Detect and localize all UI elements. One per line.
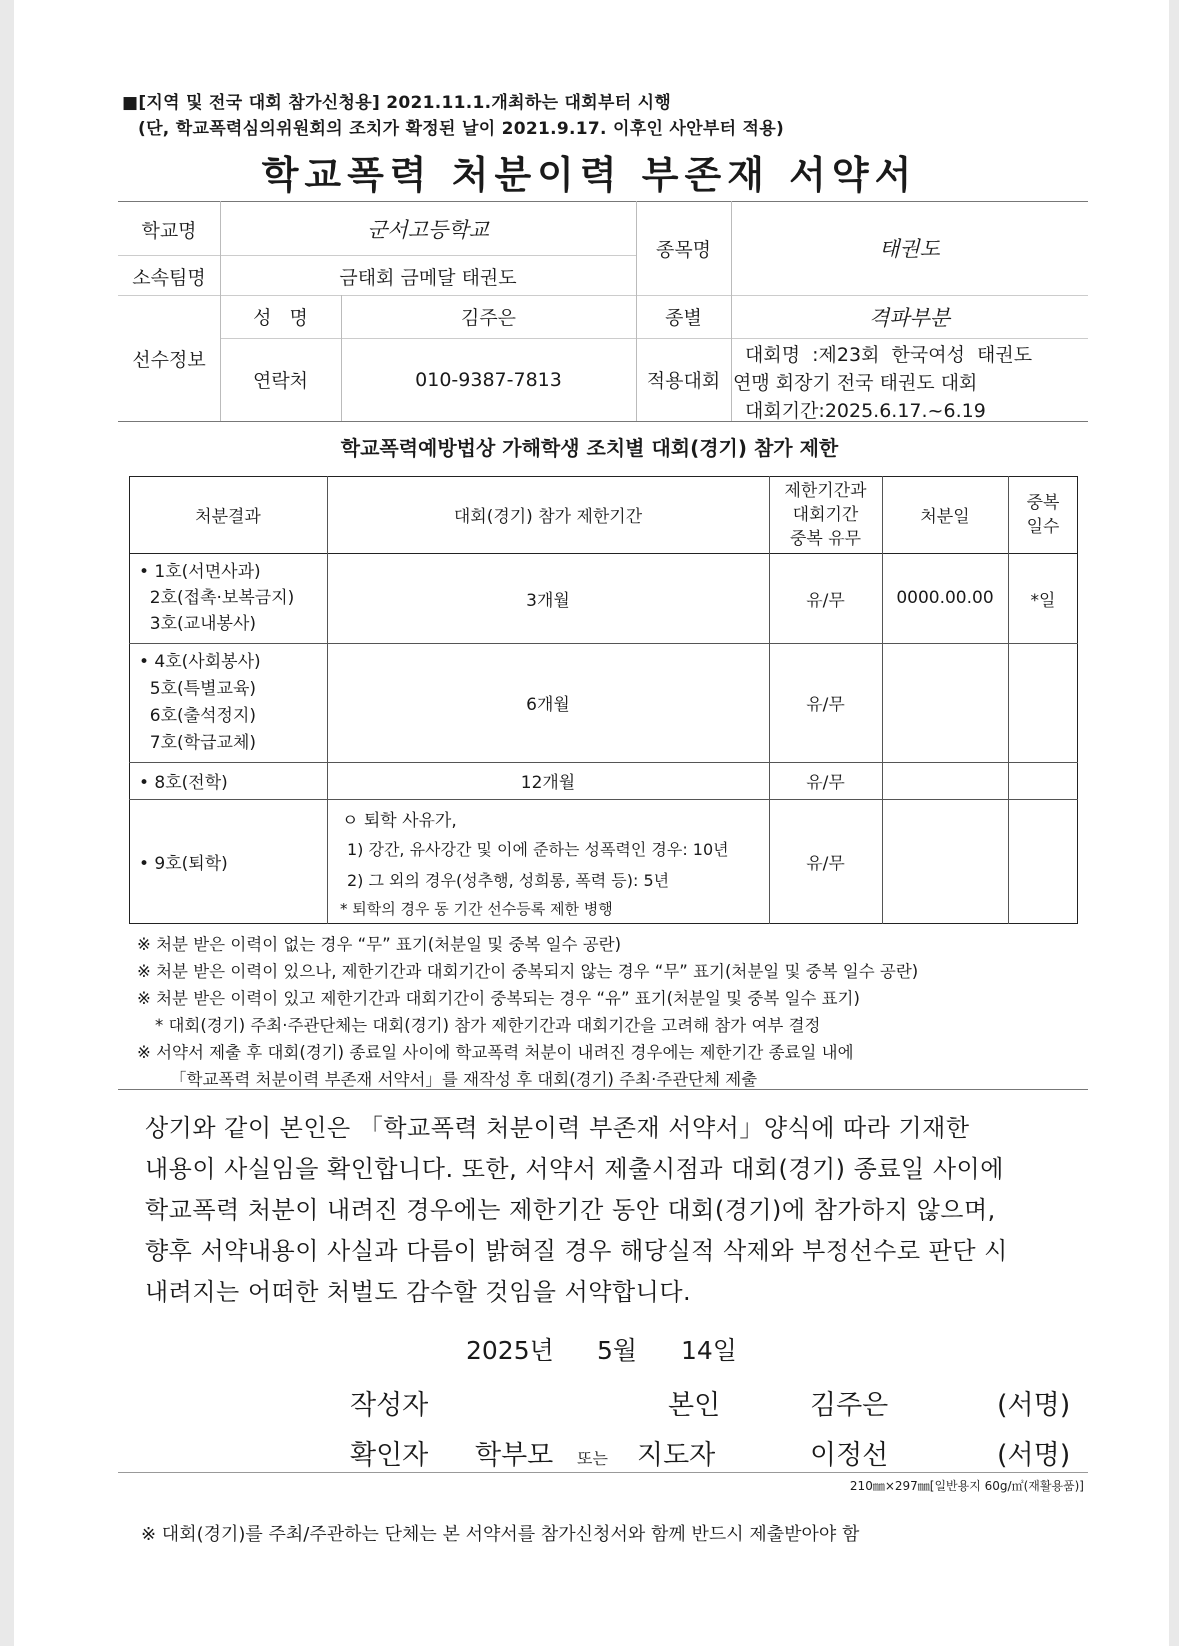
th-overlap-line: 중복 유무 <box>789 528 862 549</box>
confirmer-or: 또는 <box>577 1449 608 1468</box>
th-period: 대회(경기) 참가 제한기간 <box>453 507 643 527</box>
confirmer-signature: (서명) <box>997 1440 1071 1471</box>
statement-line-4: 향후 서약내용이 사실과 다름이 밝혀질 경우 해당실적 삭제와 부정선수로 판단 시 <box>145 1237 1008 1265</box>
row-result-line: 3호(교내봉사) <box>139 614 256 634</box>
player-info-label: 선수정보 <box>132 348 206 371</box>
note-6: 「학교폭력 처분이력 부존재 서약서」를 재작성 후 대회(경기) 주최·주관단체 제출 <box>170 1070 758 1089</box>
sport-label: 종목명 <box>655 238 712 261</box>
header-line-1: ■[지역 및 전국 대회 참가신청용] 2021.11.1.개최하는 대회부터 시행 <box>122 93 672 113</box>
row4-result: • 9호(퇴학) <box>139 854 228 874</box>
row-result-line: • 1호(서면사과) <box>139 562 261 582</box>
row3-result: • 8호(전학) <box>139 773 228 793</box>
writer-signature: (서명) <box>997 1390 1071 1421</box>
row4-period-line: 1) 강간, 유사강간 및 이에 준하는 성폭력인 경우: 10년 <box>347 840 729 859</box>
row-result-line: • 4호(사회봉사) <box>139 651 261 672</box>
statement-line-2: 내용이 사실임을 확인합니다. 또한, 서약서 제출시점과 대회(경기) 종료일 사이에 <box>145 1155 1004 1183</box>
document-title: 학교폭력 처분이력 부존재 서약서 <box>261 153 918 197</box>
name-value: 김주은 <box>460 307 517 329</box>
row3-period: 12개월 <box>520 773 576 793</box>
note-2: ※ 처분 받은 이력이 있으나, 제한기간과 대회기간이 중복되지 않는 경우 “무” 표기(처분일 및 중복 일수 공란) <box>137 962 919 981</box>
th-days <box>1008 476 1078 553</box>
writer-name: 김주은 <box>810 1390 889 1421</box>
writer-role: 본인 <box>668 1390 721 1421</box>
row1-date: 0000.00.00 <box>896 588 994 608</box>
row4-overlap: 유/무 <box>806 854 845 874</box>
row-result-line: 6호(출석정지) <box>139 705 256 726</box>
row1-days: *일 <box>1030 590 1056 611</box>
sport-value: 태권도 <box>879 237 940 261</box>
row4-period-line: 2) 그 외의 경우(성추행, 성희롱, 폭력 등): 5년 <box>347 871 670 890</box>
th-overlap-line: 대회기간 <box>792 504 859 525</box>
signature-bottom-rule <box>118 1472 1088 1473</box>
date-month: 5월 <box>597 1336 638 1365</box>
row3-overlap: 유/무 <box>806 773 845 793</box>
event-period: 대회기간:2025.6.17.~6.19 <box>745 400 986 422</box>
th-days-line: 일수 <box>1026 516 1060 537</box>
row-result-line: 5호(특별교육) <box>139 678 256 699</box>
team-label: 소속팀명 <box>132 266 206 289</box>
confirmer-role-parent: 학부모 <box>475 1440 554 1471</box>
category-value: 격파부분 <box>868 305 951 330</box>
writer-label: 작성자 <box>350 1390 429 1421</box>
row1-result <box>129 553 327 643</box>
row-result-line: 2호(접촉·보복금지) <box>139 588 295 608</box>
row1-overlap: 유/무 <box>806 590 845 611</box>
row2-overlap: 유/무 <box>806 695 845 715</box>
phone-value: 010-9387-7813 <box>415 368 562 391</box>
statement-line-1: 상기와 같이 본인은 「학교폭력 처분이력 부존재 서약서」양식에 따라 기재한 <box>145 1114 970 1142</box>
th-result: 처분결과 <box>195 507 261 527</box>
th-overlap-line: 제한기간과 <box>784 480 867 501</box>
note-5: ※ 서약서 제출 후 대회(경기) 종료일 사이에 학교폭력 처분이 내려진 경우에는 제한기간 종료일 내에 <box>137 1043 854 1062</box>
row1-period: 3개월 <box>526 590 570 611</box>
school-label: 학교명 <box>141 219 197 242</box>
row4-period-note: * 퇴학의 경우 동 기간 선수등록 제한 병행 <box>340 900 613 918</box>
th-date: 처분일 <box>920 507 970 527</box>
note-4: * 대회(경기) 주최·주관단체는 대회(경기) 참가 제한기간과 대회기간을 고려해 참가 여부 결정 <box>155 1016 821 1035</box>
statement-line-3: 학교폭력 처분이 내려진 경우에는 제한기간 동안 대회(경기)에 참가하지 않으며, <box>145 1196 996 1224</box>
category-label: 종별 <box>665 307 702 329</box>
restriction-subheading: 학교폭력예방법상 가해학생 조치별 대회(경기) 참가 제한 <box>340 436 839 460</box>
info-rule <box>118 255 636 256</box>
date-day: 14일 <box>681 1336 737 1365</box>
date-year: 2025년 <box>466 1336 554 1365</box>
confirmer-name: 이정선 <box>810 1440 889 1471</box>
footer-note: ※ 대회(경기)를 주최/주관하는 단체는 본 서약서를 참가신청서와 함께 반드시 제출받아야 함 <box>141 1524 860 1545</box>
name-label: 성 명 <box>253 307 308 329</box>
notes-bottom-rule <box>118 1089 1088 1090</box>
th-days-line: 중복 <box>1026 492 1060 513</box>
th-overlap <box>769 476 882 553</box>
row2-result <box>129 643 327 762</box>
note-3: ※ 처분 받은 이력이 있고 제한기간과 대회기간이 중복되는 경우 “유” 표기(처분일 및 중복 일수 표기) <box>137 989 860 1008</box>
header-line-2: (단, 학교폭력심의위원회의 조치가 확정된 날이 2021.9.17. 이후인 사안부터 적용) <box>138 119 785 139</box>
team-value: 금태회 금메달 태권도 <box>339 266 517 289</box>
event-name-line-1: 대회명 :제23회 한국여성 태권도 <box>745 344 1033 366</box>
phone-label: 연락처 <box>252 370 309 392</box>
row4-period-line: ㅇ 퇴학 사유가, <box>342 811 457 831</box>
confirmer-role-coach: 지도자 <box>637 1440 716 1471</box>
note-1: ※ 처분 받은 이력이 없는 경우 “무” 표기(처분일 및 중복 일수 공란) <box>137 935 622 954</box>
paper-spec: 210㎜×297㎜[일반용지 60g/㎡(재활용품)] <box>849 1479 1084 1493</box>
row2-period: 6개월 <box>526 695 570 715</box>
statement-line-5: 내려지는 어떠한 처벌도 감수할 것임을 서약합니다. <box>145 1278 692 1306</box>
event-label: 적용대회 <box>646 370 721 392</box>
school-value: 군서고등학교 <box>367 218 489 242</box>
row-result-line: 7호(학급교체) <box>139 732 256 753</box>
event-name-line-2: 연맹 회장기 전국 태권도 대회 <box>733 372 978 394</box>
confirmer-label: 확인자 <box>350 1440 429 1471</box>
